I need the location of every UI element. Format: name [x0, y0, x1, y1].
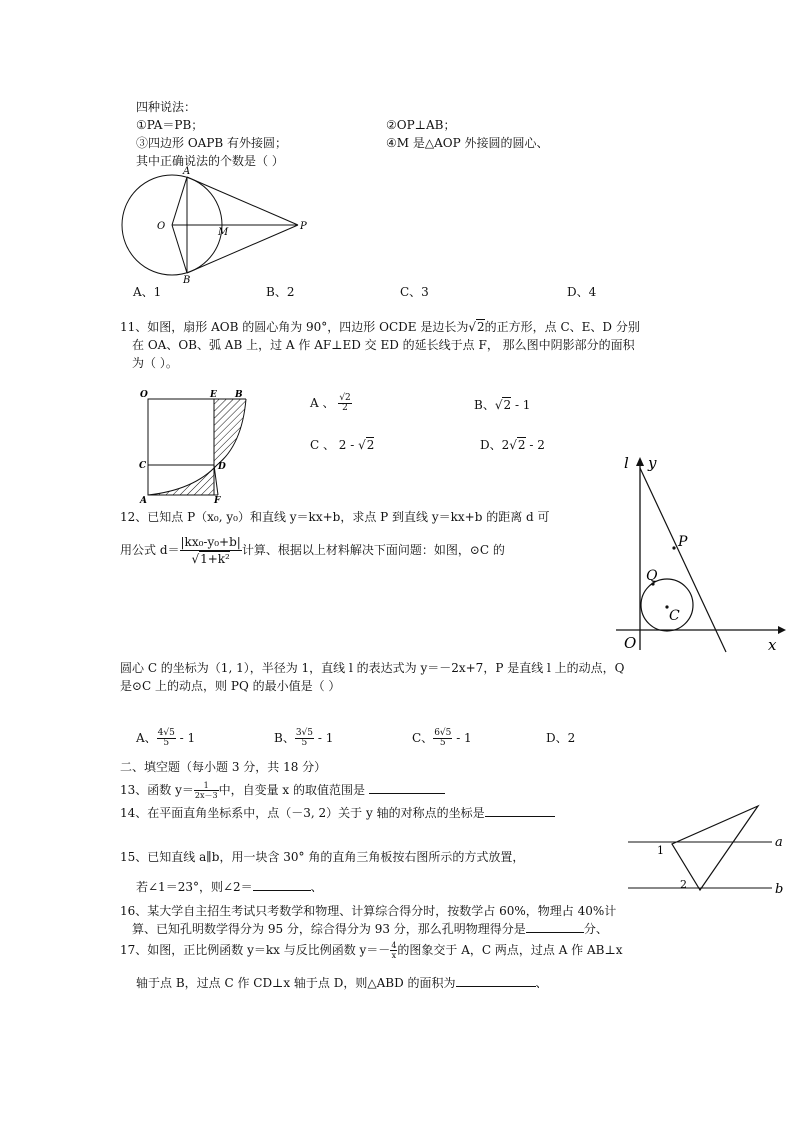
- q17-line-2-end: 、: [535, 976, 548, 990]
- q15-label-a: a: [775, 835, 783, 850]
- q10-intro: 四种说法：: [136, 100, 197, 114]
- q10-prompt: 其中正确说法的个数是（ ）: [136, 154, 284, 168]
- q17-line-2-text: 轴于点 B，过点 C 作 CD⊥x 轴于点 D，则△ABD 的面积为: [136, 976, 456, 990]
- q12-circle: [641, 579, 693, 631]
- q16-line-2-end: 分、: [583, 922, 608, 936]
- q12-option-a-suffix: - 1: [175, 731, 196, 745]
- q11-option-b-suffix: - 1: [511, 398, 531, 412]
- q11-label-d: D: [218, 462, 226, 472]
- q15-label-b: b: [775, 882, 784, 897]
- q10-statement-4: ④M 是△AOP 外接圆的圆心、: [386, 136, 549, 150]
- q12-option-b-prefix: B、: [274, 731, 295, 745]
- q12-option-b-den: 5: [301, 738, 308, 748]
- q12-option-a-num: 4√5: [157, 728, 175, 738]
- q13: [120, 778, 445, 802]
- q11-option-b-radicand: 2: [503, 398, 512, 412]
- q12-label-o: O: [624, 634, 637, 652]
- q12-option-d: D、2: [546, 731, 576, 745]
- q13-frac: [194, 781, 219, 800]
- q11-shade-top: [214, 399, 246, 465]
- q16-answer-blank[interactable]: [526, 920, 584, 933]
- q11-option-c-radicand: 2: [366, 438, 375, 452]
- q11-line-1-a: 11、如图，扇形 AOB 的圆心角为 90°，四边形 OCDE 是边长为: [120, 320, 469, 334]
- q15-figure: [624, 800, 789, 900]
- q12-figure: [610, 452, 785, 652]
- q10-statement-3: ③四边形 OAPB 有外接圆；: [136, 136, 288, 150]
- q12-option-a: [136, 725, 195, 751]
- q10-statement-2: ②OP⊥AB；: [386, 118, 456, 132]
- q12-line-2-suffix: 计算、根据以上材料解决下面问题：如图，⊙C 的: [241, 543, 505, 557]
- q11-label-a: A: [140, 496, 147, 506]
- q12-option-b-suffix: - 1: [314, 731, 334, 745]
- q14-answer-blank[interactable]: [485, 804, 555, 817]
- q12-option-c-frac: [433, 729, 452, 748]
- q15-angle-1: 1: [657, 844, 664, 857]
- q17-answer-blank[interactable]: [456, 974, 536, 987]
- q11-option-a-prefix: A 、: [310, 396, 335, 410]
- q12-formula-num: |kx₀-y₀+b|: [180, 535, 241, 549]
- q12-option-a-prefix: A、: [136, 731, 157, 745]
- q10-option-c: C、3: [400, 285, 429, 299]
- q10-option-d: D、4: [567, 285, 597, 299]
- q11-option-a: [310, 392, 352, 414]
- q11-option-c: C 、 2 - √2: [310, 438, 375, 452]
- q12-option-c-num: 6√5: [434, 728, 452, 738]
- q10-option-b: B、2: [266, 285, 295, 299]
- q11-sqrt-symbol: √: [468, 320, 476, 334]
- q11-line-1-b: 的正方形，点 C、E、D 分别: [484, 320, 640, 334]
- q12-option-c-suffix: - 1: [452, 731, 472, 745]
- q12-formula: [180, 534, 242, 567]
- q17-den: x: [391, 951, 397, 960]
- q11-shade-bottom: [148, 465, 217, 495]
- q12-label-p: P: [678, 534, 688, 550]
- q11-option-b: B、√2 - 1: [474, 398, 531, 412]
- q14: [120, 804, 555, 821]
- q11-line-3: 为（ ）。: [132, 356, 178, 370]
- q16-line-2: [132, 920, 608, 937]
- q12-line-2: [120, 533, 505, 567]
- q17-line-2: [136, 974, 548, 991]
- q11-figure: [134, 385, 259, 505]
- q12-option-b-frac: [295, 729, 314, 748]
- q11-option-a-den: 2: [342, 403, 348, 413]
- q12-label-q: Q: [646, 568, 658, 584]
- q13-den: 2x－3: [194, 791, 218, 800]
- q12-formula-radicand: 1+k²: [200, 552, 230, 566]
- q17-line-1-suffix: 的图象交于 A，C 两点，过点 A 作 AB⊥x: [397, 943, 623, 957]
- q13-answer-blank[interactable]: [369, 781, 445, 794]
- section-2-heading: 二、填空题（每小题 3 分，共 18 分）: [120, 760, 327, 774]
- q13-num: 1: [194, 781, 219, 791]
- q12-label-c: C: [669, 608, 680, 624]
- q10-figure: [110, 165, 320, 285]
- q15-answer-blank[interactable]: [253, 878, 311, 891]
- q10-label-a: A: [183, 166, 191, 177]
- q12-line-3: 圆心 C 的坐标为（1, 1），半径为 1，直线 l 的表达式为 y＝－2x+7，P 是直线 l 上的动点，Q: [120, 661, 625, 675]
- q14-text: 14、在平面直角坐标系中，点（－3, 2）关于 y 轴的对称点的坐标是: [120, 806, 485, 820]
- q10-label-o: O: [157, 221, 166, 232]
- q12-line-4: 是⊙C 上的动点，则 PQ 的最小值是（ ）: [120, 679, 341, 693]
- q11-line-2: 在 OA、OB、弧 AB 上，过 A 作 AF⊥ED 交 ED 的延长线于点 F， 那么图中阴影部分的面积: [132, 338, 635, 352]
- q10-label-b: B: [183, 275, 191, 286]
- q11-label-b: B: [235, 390, 243, 400]
- q11-line-1: [120, 319, 640, 335]
- q12-option-c: [412, 725, 472, 751]
- q15-line-2-end: 、: [310, 880, 323, 894]
- q11-option-b-prefix: B、: [474, 398, 495, 412]
- q11-label-o: O: [140, 390, 148, 400]
- q16-line-1: 16、某大学自主招生考试只考数学和物理、计算综合得分时，按数学占 60%，物理占 40%计: [120, 904, 617, 918]
- q17-num: 4: [391, 941, 397, 950]
- q15-line-2-text: 若∠1＝23°，则∠2＝: [136, 880, 253, 894]
- q16-line-2-text: 算、已知孔明数学得分为 95 分，综合得分为 93 分，那么孔明物理得分是: [132, 922, 526, 936]
- q12-label-l: l: [624, 454, 629, 472]
- q11-option-d: D、2√2 - 2: [480, 438, 545, 452]
- q12-formula-den: √1+k²: [191, 552, 230, 566]
- q10-statement-1: ①PA＝PB；: [136, 118, 204, 132]
- q12-line-1: 12、已知点 P（x₀, y₀）和直线 y＝kx+b，求点 P 到直线 y＝kx+b 的距离 d 可: [120, 510, 550, 524]
- q11-sqrt-radicand: 2: [477, 320, 485, 334]
- q11-option-a-num: √2: [339, 393, 351, 403]
- q11-option-c-prefix: C 、 2 -: [310, 438, 359, 452]
- q12-option-c-prefix: C、: [412, 731, 434, 745]
- q11-option-d-radicand: 2: [517, 438, 526, 452]
- q10-label-m: M: [218, 227, 229, 238]
- q10-label-p: P: [300, 221, 307, 232]
- q11-option-a-frac: [338, 394, 351, 413]
- q11-option-d-prefix: D、2: [480, 438, 510, 452]
- q12-option-b: [274, 725, 333, 751]
- q12-option-b-num: 3√5: [295, 728, 314, 738]
- q12-option-a-den: 5: [163, 738, 170, 748]
- q15-angle-2: 2: [680, 878, 687, 891]
- q13-prefix: 13、函数 y＝: [120, 783, 194, 797]
- q11-label-f: F: [214, 496, 221, 506]
- q11-label-c: C: [139, 461, 147, 471]
- q12-line-2-prefix: 用公式 d＝: [120, 543, 180, 557]
- q15-line-2: [136, 878, 323, 895]
- q12-option-a-frac: [157, 729, 176, 748]
- q10-option-a: A、1: [133, 285, 162, 299]
- q15-line-1: 15、已知直线 a∥b，用一块含 30° 角的直角三角板按右图所示的方式放置，: [120, 850, 525, 864]
- q12-label-y: y: [648, 454, 657, 472]
- q13-suffix: 中，自变量 x 的取值范围是: [218, 783, 365, 797]
- q11-label-e: E: [210, 390, 217, 400]
- q17-line-1: [120, 938, 623, 962]
- q11-option-d-suffix: - 2: [525, 438, 545, 452]
- q12-label-x: x: [768, 636, 777, 654]
- q17-line-1-prefix: 17、如图，正比例函数 y＝kx 与反比例函数 y＝－: [120, 943, 391, 957]
- q12-option-c-den: 5: [439, 738, 446, 748]
